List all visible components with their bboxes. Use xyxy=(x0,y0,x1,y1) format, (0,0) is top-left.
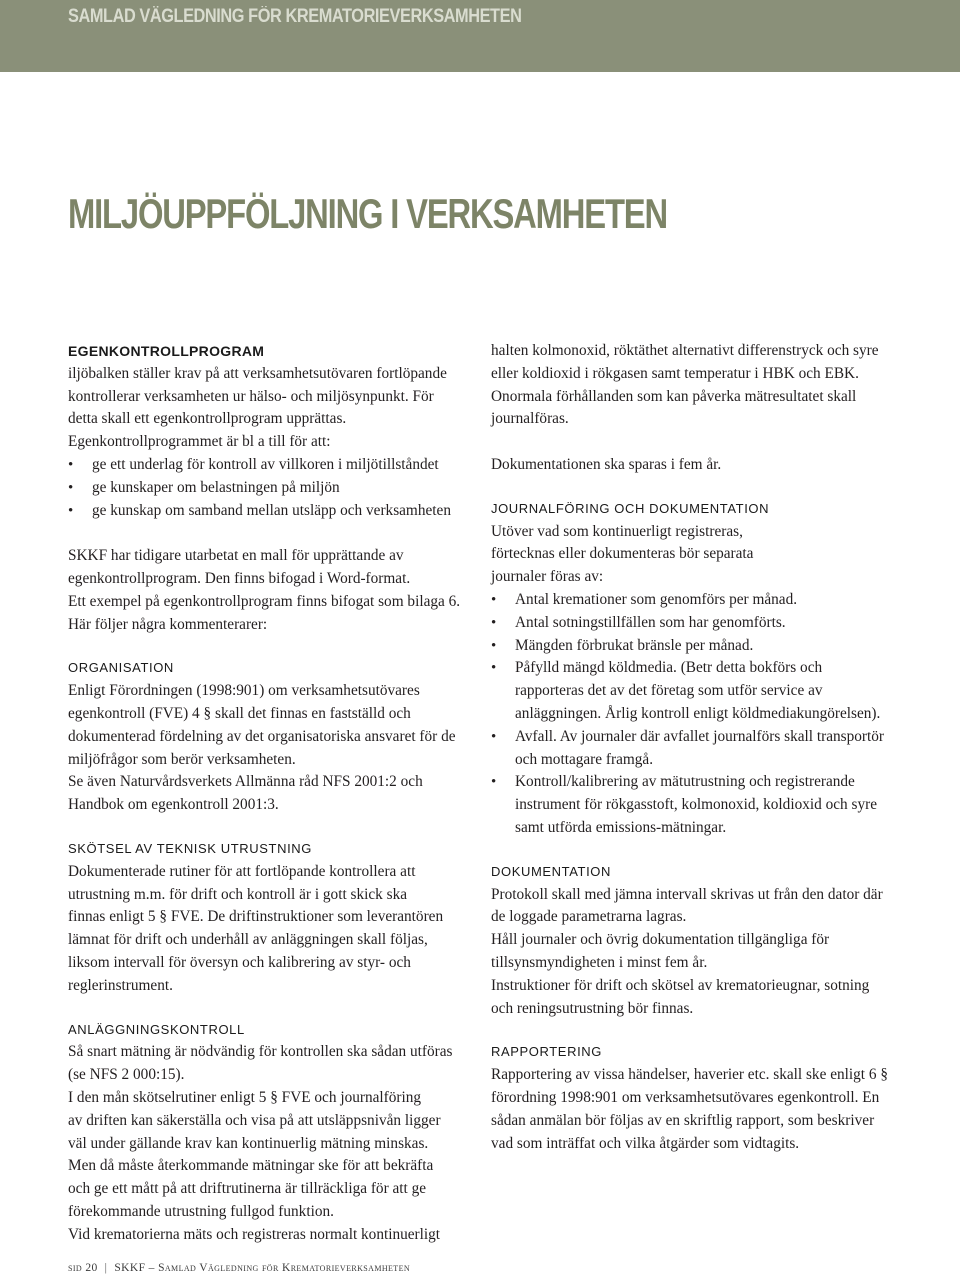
text-line: halten kolmonoxid, röktäthet alternativt differenstryck och syre xyxy=(491,342,879,359)
section-egenkontrollprogram xyxy=(68,340,478,636)
text-line: lämnat för drift och underhåll av anläggningen skall följas, xyxy=(68,931,428,949)
text-line: finnas enligt 5 § FVE. De driftinstruktioner som leverantören xyxy=(68,908,444,926)
section-heading: DOKUMENTATION xyxy=(491,863,611,879)
page-title: MILJÖUPPFÖLJNING I VERKSAMHETEN xyxy=(68,190,667,237)
text-line: anläggningen. Årlig kontroll enligt köldmediakungörelsen). xyxy=(515,704,881,722)
text-line: väl under gällande krav kan kontinuerlig mätning minskas. xyxy=(68,1134,429,1152)
text-line: Dokumentationen ska sparas i fem år. xyxy=(491,455,722,473)
text-line: Se även Naturvårdsverkets Allmänna råd NFS 2001:2 och xyxy=(68,773,423,791)
text-line: iljöbalken ställer krav på att verksamhetsutövaren fortlöpande xyxy=(68,364,447,382)
paragraph xyxy=(68,363,478,454)
text-line: • Mängden förbrukat bränsle per månad. xyxy=(515,636,754,654)
text-line: Här följer några kommenterarer: xyxy=(68,615,268,633)
text-line: (se NFS 2 000:15). xyxy=(68,1066,185,1084)
text-line: tillsynsmyndigheten i minst fem år. xyxy=(491,953,708,971)
section-dokumentation xyxy=(491,861,901,1021)
text-line: kontrollerar verksamheten ur hälso- och miljösynpunkt. För xyxy=(68,387,434,405)
text-line: de loggade parametrarna lagras. xyxy=(491,908,687,926)
text-line: • Antal sotningstillfällen som har genomförts. xyxy=(515,613,786,631)
section-continuation xyxy=(491,340,901,477)
paragraph xyxy=(68,545,478,636)
text-line: Handbok om egenkontroll 2001:3. xyxy=(68,796,279,814)
text-line: förtecknas eller dokumenteras bör separata xyxy=(491,545,754,563)
text-line: Vid krematorierna mäts och registreras normalt kontinuerligt xyxy=(68,1225,441,1243)
bullet-list xyxy=(491,589,901,840)
list-item xyxy=(491,771,901,839)
text-line: samt utförda emissions-mätningar. xyxy=(515,818,727,836)
section-heading: JOURNALFÖRING OCH DOKUMENTATION xyxy=(491,500,770,516)
text-line: • Antal kremationer som genomförs per månad. xyxy=(515,590,798,608)
list-item xyxy=(491,726,901,772)
section-rapportering xyxy=(491,1041,901,1155)
section-anlaggningskontroll xyxy=(68,1019,478,1247)
list-item xyxy=(491,635,901,658)
list-item xyxy=(491,589,901,612)
text-line: och reningsutrustning bör finnas. xyxy=(491,999,694,1017)
text-line: dokumenterad fördelning av det organisatoriska ansvaret för de xyxy=(68,727,456,745)
list-item: • ge kunskaper om belastningen på miljön xyxy=(68,477,478,500)
text-line: och mottagare framgå. xyxy=(515,750,654,768)
text-line: liksom intervall för översyn och kalibrering av styr- och xyxy=(68,953,411,971)
list-item: • ge ett underlag för kontroll av villkoren i miljötillståndet xyxy=(68,454,478,477)
text-line: egenkontroll (FVE) 4 § skall det finnas en fastställd och xyxy=(68,704,411,722)
text-line: utrustning m.m. för drift och kontroll är i gott skick ska xyxy=(68,885,408,903)
section-heading: ANLÄGGNINGSKONTROLL xyxy=(68,1021,245,1037)
right-column xyxy=(491,340,901,1176)
text-line: reglerinstrument. xyxy=(68,976,173,994)
text-line: Rapportering av vissa händelser, haverier etc. skall ske enligt 6 § xyxy=(491,1066,888,1084)
footer-separator: | xyxy=(104,1262,108,1274)
text-line: Onormala förhållanden som kan påverka mätresultatet skall xyxy=(491,387,857,405)
text-line: Utöver vad som kontinuerligt registreras, xyxy=(491,522,743,540)
text-line: journalföras. xyxy=(491,410,569,428)
footer-text: SKKF – Samlad Vägledning för Krematorieverksamheten xyxy=(114,1262,411,1274)
bullet-list xyxy=(68,454,478,522)
list-item xyxy=(491,657,901,725)
section-heading: ORGANISATION xyxy=(68,660,174,676)
page-number: sid 20 xyxy=(68,1262,98,1274)
section-skotsel xyxy=(68,838,478,998)
text-line: Men då måste återkommande mätningar ske för att bekräfta xyxy=(68,1157,434,1175)
text-line: • Kontroll/kalibrering av mätutrustning och registrerande xyxy=(515,773,855,791)
text-line: Egenkontrollprogrammet är bl a till för att: xyxy=(68,433,331,451)
text-line: I den mån skötselrutiner enligt 5 § FVE och journalföring xyxy=(68,1088,422,1106)
text-line: • Avfall. Av journaler där avfallet journalförs skall transportör xyxy=(515,727,884,745)
section-heading: SKÖTSEL AV TEKNISK UTRUSTNING xyxy=(68,840,312,856)
text-line: instrument för rökgasstoft, kolmonoxid, koldioxid och syre xyxy=(515,796,877,814)
section-organisation xyxy=(68,657,478,817)
text-line: förekommande utrustning fullgod funktion. xyxy=(68,1202,334,1220)
header-band xyxy=(0,0,960,72)
section-heading: RAPPORTERING xyxy=(491,1044,602,1060)
text-line: Instruktioner för drift och skötsel av krematorieugnar, sotning xyxy=(491,976,870,994)
text-line: förordning 1998:901 om verksamhetsutövares egenkontroll. En xyxy=(491,1088,880,1106)
left-column xyxy=(68,340,478,1267)
list-item: • ge kunskap om samband mellan utsläpp och verksamheten xyxy=(68,500,478,523)
text-line: journaler föras av: xyxy=(491,568,604,586)
text-line: och ge ett mått på att driftrutinerna är tillräckliga för att ge xyxy=(68,1180,427,1198)
text-line: Så snart mätning är nödvändig för kontrollen ska sådan utföras xyxy=(68,1043,453,1061)
text-line: Ett exempel på egenkontrollprogram finns bifogat som bilaga 6. xyxy=(68,592,461,610)
list-item xyxy=(491,612,901,635)
text-line: eller koldioxid i rökgasen samt temperatur i HBK och EBK. xyxy=(491,364,859,382)
text-line: rapporteras det av det företag som utför service av xyxy=(515,682,823,700)
text-line: Håll journaler och övrig dokumentation tillgängliga för xyxy=(491,931,830,949)
section-journalforing xyxy=(491,498,901,840)
page-footer xyxy=(68,1262,410,1274)
text-line: av driften kan säkerställa och visa på att utsläppsnivån ligger xyxy=(68,1111,441,1129)
text-line: sådan anmälan bör följas av en skriftlig rapport, som beskriver xyxy=(491,1111,875,1129)
text-line: miljöfrågor som berör verksamheten. xyxy=(68,750,296,768)
text-line: Enligt Förordningen (1998:901) om verksamhetsutövares xyxy=(68,682,420,700)
text-line: egenkontrollprogram. Den finns bifogad i Word-format. xyxy=(68,569,411,587)
text-line: Dokumenterade rutiner för att fortlöpande kontrollera att xyxy=(68,862,416,880)
text-line: • Påfylld mängd köldmedia. (Betr detta bokförs och xyxy=(515,659,823,677)
text-line: SKKF har tidigare utarbetat en mall för upprättande av xyxy=(68,547,404,565)
running-title: SAMLAD VÄGLEDNING FÖR KREMATORIEVERKSAMHETEN xyxy=(68,6,522,27)
text-line: Protokoll skall med jämna intervall skrivas ut från den dator där xyxy=(491,885,883,903)
text-line: vad som inträffat och vilka åtgärder som vidtagits. xyxy=(491,1134,800,1152)
section-heading: EGENKONTROLLPROGRAM xyxy=(68,343,265,359)
text-line: detta skall ett egenkontrollprogram upprättas. xyxy=(68,410,347,428)
